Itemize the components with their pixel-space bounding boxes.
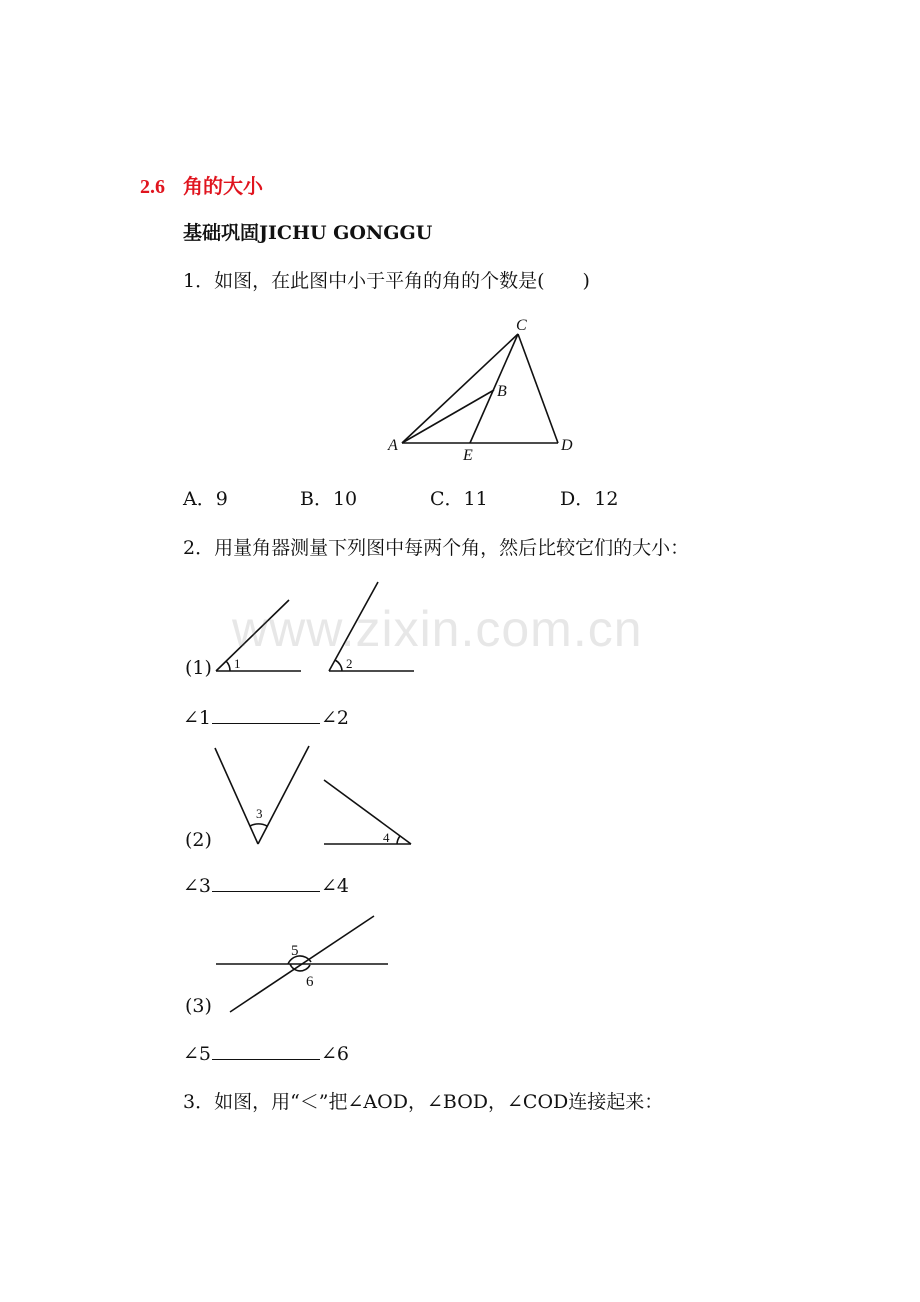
- segment-cd: [518, 334, 558, 443]
- label-b: B: [497, 383, 507, 400]
- compare-left-angle: ∠1: [183, 707, 212, 729]
- compare-5-6: [183, 1041, 349, 1066]
- compare-3-4: [183, 873, 349, 898]
- label-d: D: [561, 437, 573, 454]
- choice-b: B．10: [300, 488, 358, 510]
- question-3-text: 3．如图，用“＜”把∠AOD，∠BOD，∠COD连接起来：: [183, 1091, 664, 1113]
- section-heading: [140, 174, 263, 199]
- part-3-tag: (3): [185, 995, 212, 1017]
- angle-6-label: 6: [306, 974, 314, 990]
- angle-3-label: 3: [256, 806, 263, 821]
- compare-left-angle: ∠5: [183, 1043, 212, 1065]
- choice-d: D．12: [560, 488, 619, 510]
- angle-3-arc: [250, 824, 267, 826]
- triangle-figure: [380, 310, 590, 470]
- part-2-tag: (2): [185, 829, 212, 851]
- answer-blank[interactable]: [212, 1041, 320, 1060]
- choice-a: A．9: [183, 488, 228, 510]
- answer-blank[interactable]: [212, 705, 320, 724]
- compare-right-angle: ∠2: [321, 707, 350, 729]
- angle-4-label: 4: [383, 830, 390, 845]
- subheading: 基础巩固JICHU GONGGU: [183, 222, 433, 244]
- question-2-text: 2．用量角器测量下列图中每两个角，然后比较它们的大小：: [183, 537, 690, 559]
- part-1-tag: (1): [185, 657, 212, 679]
- compare-1-2: [183, 705, 349, 730]
- compare-left-angle: ∠3: [183, 875, 212, 897]
- answer-blank[interactable]: [212, 873, 320, 892]
- label-a: A: [388, 437, 398, 454]
- angle-1-arc: [226, 661, 230, 671]
- angle-4-slanted-ray: [324, 780, 411, 844]
- angle-4-arc: [397, 836, 400, 844]
- angle-3-left-ray: [215, 748, 258, 844]
- compare-right-angle: ∠4: [321, 875, 350, 897]
- angle-figure-5-6: [210, 910, 395, 1020]
- compare-right-angle: ∠6: [321, 1043, 350, 1065]
- angle-2-arc: [335, 660, 342, 671]
- segment-ce: [470, 334, 518, 443]
- label-c: C: [516, 317, 527, 334]
- section-title: 角的大小: [183, 174, 263, 198]
- label-e: E: [463, 447, 473, 464]
- section-number: 2.6: [140, 176, 165, 198]
- segment-ab: [402, 390, 494, 443]
- angle-2-label: 2: [346, 656, 353, 671]
- angle-1-label: 1: [234, 656, 241, 671]
- question-1-text: 1．如图，在此图中小于平角的角的个数是( ): [183, 270, 590, 292]
- angle-3-right-ray: [258, 746, 309, 844]
- watermark: www.zixin.com.cn: [232, 601, 643, 657]
- angle-figure-3-4: [205, 740, 420, 850]
- choice-c: C．11: [430, 488, 488, 510]
- angle-5-label: 5: [291, 943, 299, 959]
